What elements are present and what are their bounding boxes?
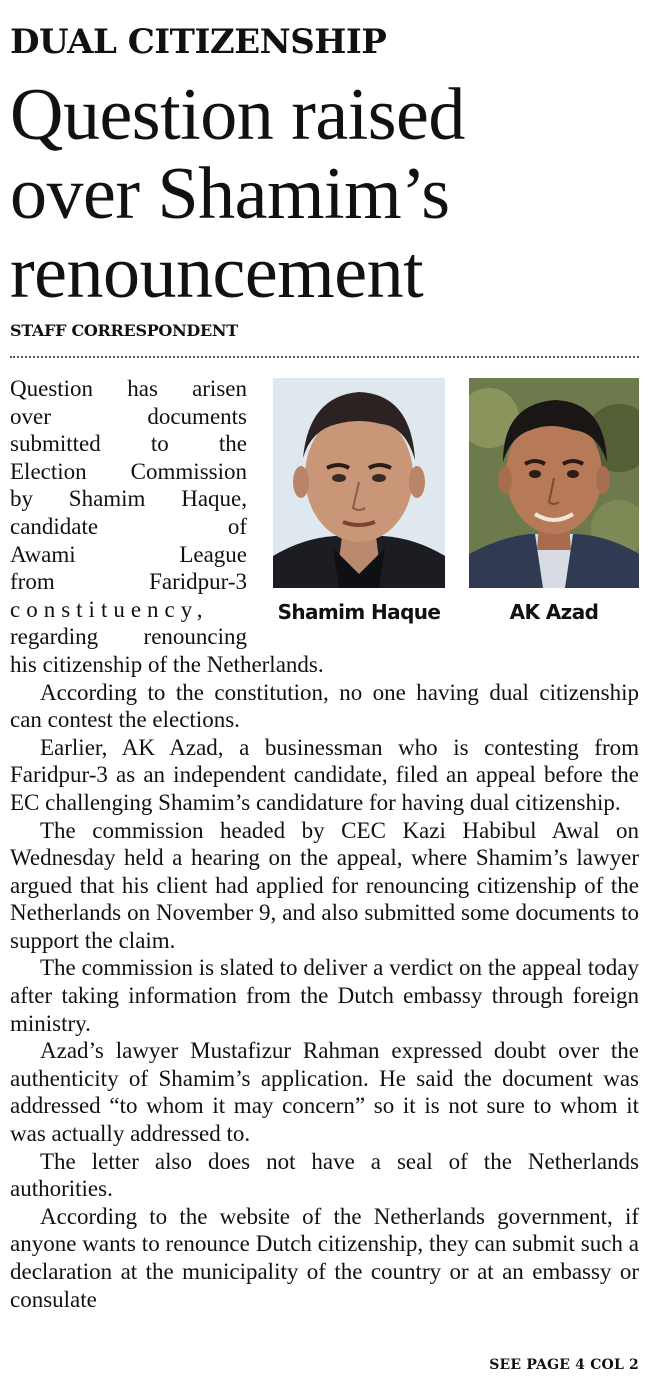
headline [10,76,465,313]
headline-line: Question raised [10,74,465,156]
photo-caption: Shamim Haque [277,600,441,624]
body-paragraph: The letter also does not have a seal of the Netherlands authorities. [10,1148,639,1202]
body-paragraph: Earlier, AK Azad, a businessman who is contesting from Faridpur-3 as an independent candidate, filed an appeal before the EC challenging Shamim’s candidature for having dual citizenship. [10,734,639,815]
kicker: DUAL CITIZENSHIP [10,22,387,62]
body-line: regarding renouncing [10,624,247,650]
body-line: constituency, [10,596,209,622]
continuation-note: SEE PAGE 4 COL 2 [489,1357,639,1373]
body-paragraph: According to the constitution, no one having dual citizenship can contest the elections. [10,679,639,733]
body-paragraph: The commission is slated to deliver a verdict on the appeal today after taking information from the Dutch embassy through foreign ministry. [10,955,639,1036]
body-line: candidate of [10,513,247,539]
lead-paragraph-wrapped [10,375,247,651]
body-line: Question has arisen [10,376,247,401]
headline-line: renouncement [10,232,424,314]
byline: STAFF CORRESPONDENT [10,321,238,340]
body-line: over documents [10,403,247,429]
body-line: by Shamim Haque, [10,486,247,512]
body-paragraph: Azad’s lawyer Mustafizur Rahman expressed doubt over the authenticity of Shamim’s application. He said the document was addressed “to whom it may concern” so it is not sure to whom it was actually addressed to. [10,1038,639,1147]
body-paragraph: The commission headed by CEC Kazi Habibul Awal on Wednesday held a hearing on the appeal, where Shamim’s lawyer argued that his client had applied for renouncing citizenship of the Netherlands on November 9, and also submitted some documents to support the claim. [10,817,639,953]
body-line: Election Commission [10,458,247,484]
body-line: submitted to the [10,431,247,457]
lead-paragraph-tail: his citizenship of the Netherlands. [10,651,324,677]
article-body [10,375,639,1313]
headline-line: over Shamim’s [10,153,450,235]
body-line: Awami League [10,541,247,567]
dotted-divider [10,356,639,358]
body-line: from Faridpur-3 [10,569,247,595]
body-paragraph: According to the website of the Netherlands government, if anyone wants to renounce Dutch citizenship, they can submit such a declaration at the municipality of the country or at an embassy or consulate [10,1203,639,1312]
photo-caption: AK Azad [509,600,599,624]
